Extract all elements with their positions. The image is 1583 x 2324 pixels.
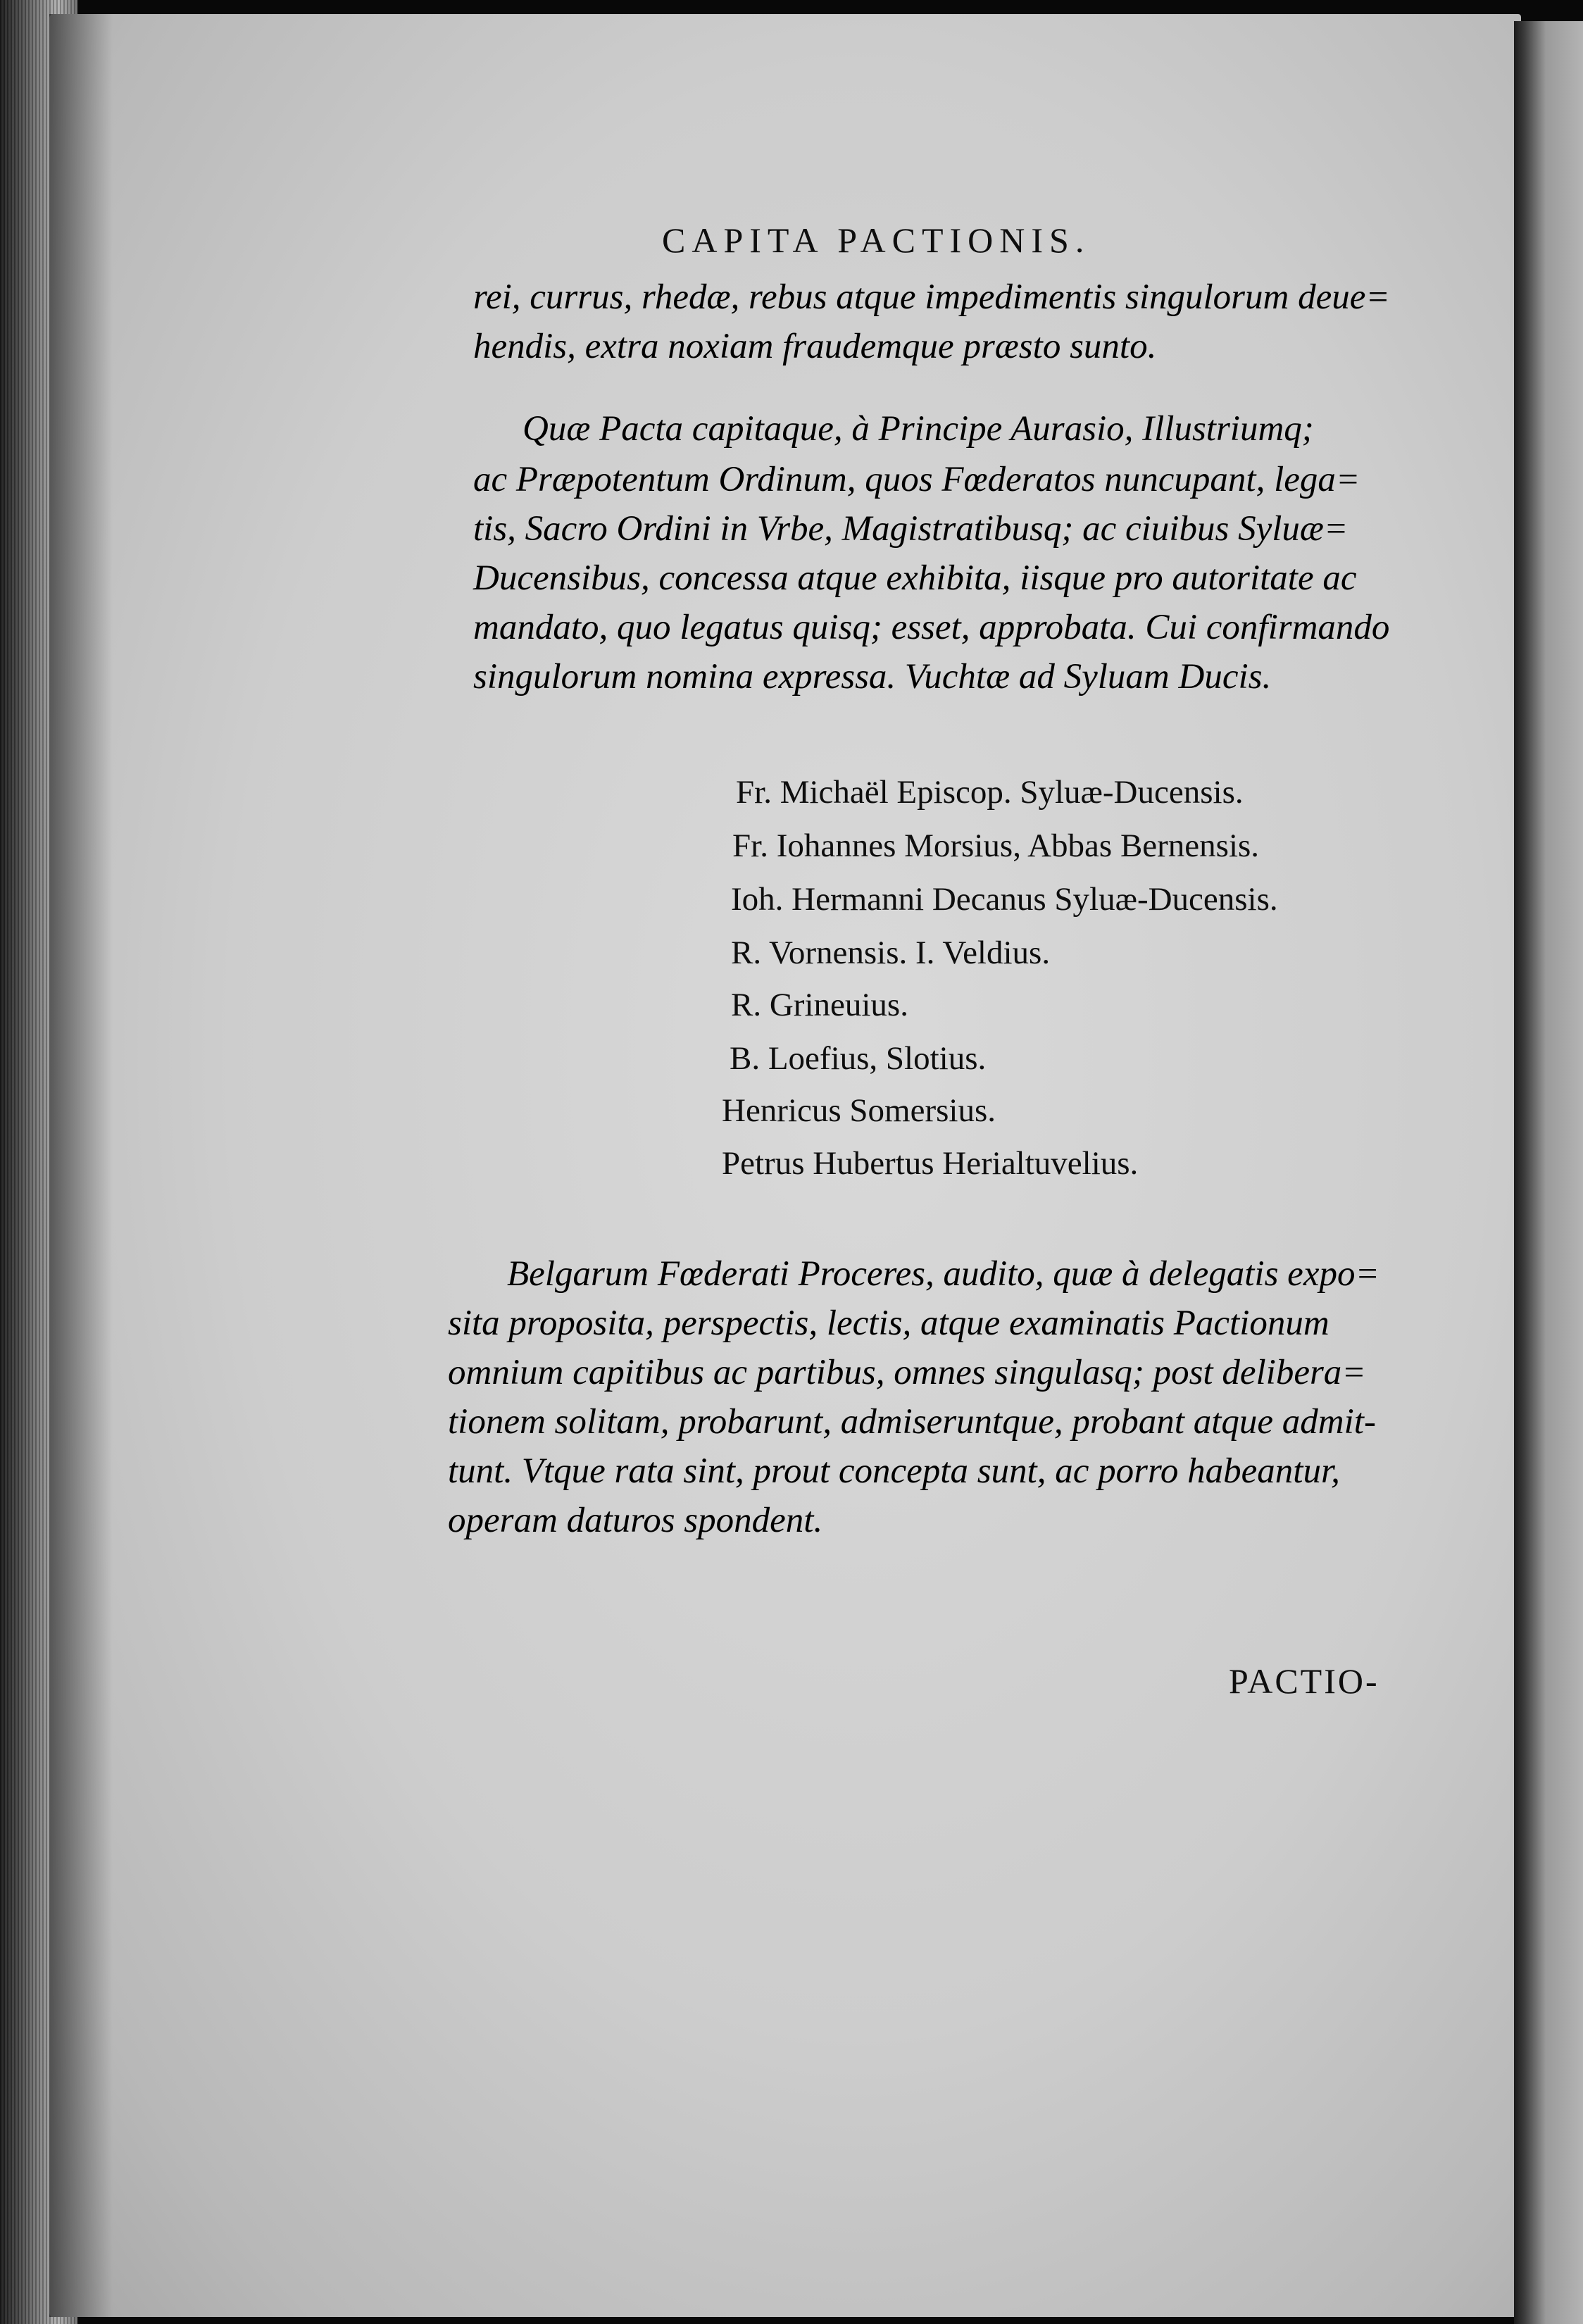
signatory-name: Henricus Somersius. (722, 1092, 996, 1129)
text-line: Belgarum Fœderati Proceres, audito, quæ à delegatis expo= (507, 1254, 1379, 1294)
text-line: hendis, extra noxiam fraudemque præsto sunto. (473, 327, 1157, 366)
text-line: Quæ Pacta capitaque, à Principe Aurasio, Illustriumq; (523, 409, 1314, 449)
text-line: tunt. Vtque rata sint, prout concepta sunt, ac porro habeantur, (448, 1451, 1340, 1491)
text-line: singulorum nomina expressa. Vuchtæ ad Syluam Ducis. (473, 657, 1272, 696)
signatory-name: Fr. Iohannes Morsius, Abbas Bernensis. (732, 827, 1260, 864)
running-head: CAPITA PACTIONIS. (662, 220, 1091, 260)
text-line: mandato, quo legatus quisq; esset, approbata. Cui confirmando (473, 608, 1390, 647)
text-line: tis, Sacro Ordini in Vrbe, Magistratibusq; ac ciuibus Syluæ= (473, 509, 1349, 549)
text-line: Ducensibus, concessa atque exhibita, iisque pro autoritate ac (473, 558, 1357, 598)
signatory-name: R. Vornensis. I. Veldius. (731, 935, 1051, 971)
book-page-edge-right (1514, 21, 1583, 2324)
signatory-name: Fr. Michaël Episcop. Syluæ-Ducensis. (736, 774, 1244, 811)
text-line: omnium capitibus ac partibus, omnes singulasq; post delibera= (448, 1353, 1366, 1392)
gutter-shadow (49, 14, 113, 2317)
signatory-name: R. Grineuius. (731, 987, 908, 1023)
catchword: PACTIO- (1229, 1661, 1379, 1701)
text-line: operam daturos spondent. (448, 1501, 823, 1540)
text-line: tionem solitam, probarunt, admiseruntque, probant atque admit- (448, 1402, 1376, 1442)
signatory-name: B. Loefius, Slotius. (730, 1040, 987, 1077)
text-line: rei, currus, rhedæ, rebus atque impedimentis singulorum deue= (473, 277, 1390, 317)
text-line: sita proposita, perspectis, lectis, atque examinatis Pactionum (448, 1304, 1329, 1343)
signatory-name: Petrus Hubertus Herialtuvelius. (722, 1145, 1139, 1182)
signatory-name: Ioh. Hermanni Decanus Syluæ-Ducensis. (731, 881, 1278, 918)
text-line: ac Præpotentum Ordinum, quos Fœderatos nuncupant, lega= (473, 460, 1360, 499)
